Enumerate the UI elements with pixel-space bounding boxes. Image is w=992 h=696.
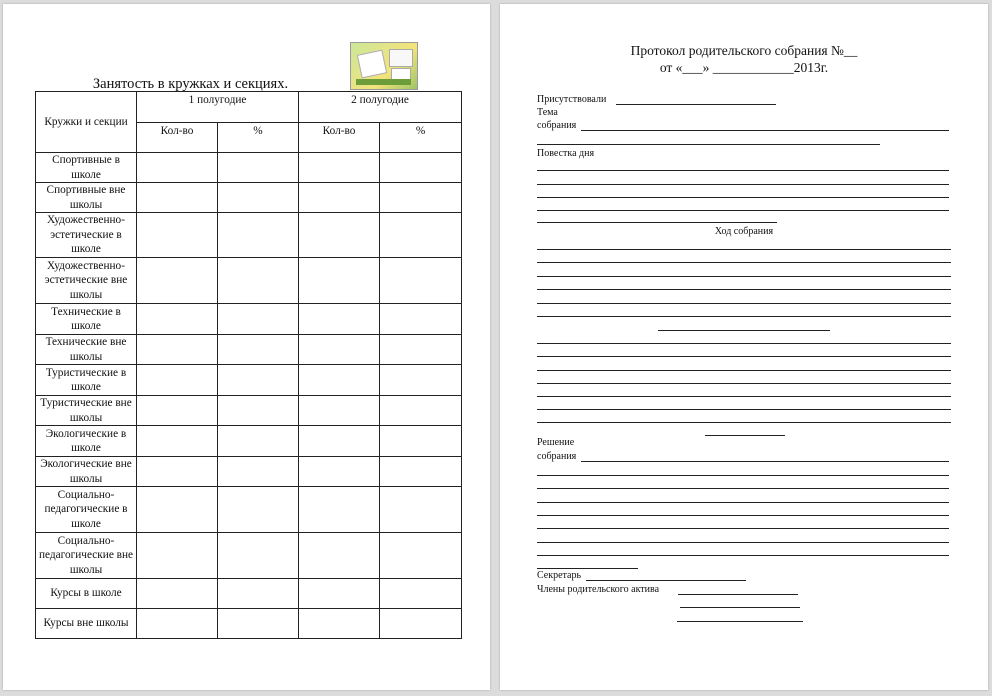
row-label: Социально-педагогические в школе [36, 487, 137, 533]
course-line [537, 343, 951, 344]
course-line [537, 276, 951, 277]
decision-label-1: Решение [537, 437, 575, 448]
secretary-label: Секретарь [537, 570, 582, 581]
row-label: Экологические в школе [36, 426, 137, 457]
subheader-count-1: Кол-во [137, 123, 218, 153]
row-label: Художественно-эстетические в школе [36, 213, 137, 258]
decision-label-2: собрания [537, 451, 577, 462]
theme-label-1: Тема [537, 107, 558, 118]
row-label: Туристические в школе [36, 365, 137, 396]
decision-line [537, 475, 949, 476]
row-label: Экологические вне школы [36, 457, 137, 487]
agenda-line [537, 222, 777, 223]
decision-line [537, 555, 949, 556]
course-line [537, 422, 951, 423]
header-half-2: 2 полугодие [299, 92, 462, 123]
course-line [537, 383, 951, 384]
table-row [36, 609, 462, 639]
row-label: Курсы вне школы [36, 609, 137, 639]
present-label: Присутствовали [537, 94, 607, 105]
decision-line [537, 568, 638, 569]
row-label: Туристические вне школы [36, 396, 137, 426]
row-label: Социально-педагогические вне школы [36, 533, 137, 579]
table-row [36, 396, 462, 426]
protocol-date: от «___» ____________2013г. [659, 60, 829, 75]
secretary-line [586, 580, 746, 581]
decision-line [537, 502, 949, 503]
course-line [537, 356, 951, 357]
decision-line [537, 488, 949, 489]
table-row [36, 258, 462, 304]
table-row [36, 153, 462, 183]
row-label: Курсы в школе [36, 579, 137, 609]
row-label: Технические в школе [36, 304, 137, 335]
course-line [537, 396, 951, 397]
course-line [537, 409, 951, 410]
table-row [36, 335, 462, 365]
table-row [36, 533, 462, 579]
decision-line [537, 515, 949, 516]
left-page-title: Занятость в кружках и секциях. [92, 76, 289, 92]
course-line [537, 303, 951, 304]
agenda-line [537, 197, 949, 198]
course-line [658, 330, 830, 331]
subheader-count-2: Кол-во [299, 123, 380, 153]
table-row [36, 304, 462, 335]
course-line [537, 249, 951, 250]
course-line [537, 289, 951, 290]
table-row [36, 365, 462, 396]
course-label: Ход собрания [714, 226, 774, 237]
row-label: Спортивные вне школы [36, 183, 137, 213]
present-line [616, 104, 776, 105]
header-half-1: 1 полугодие [137, 92, 299, 123]
decision-line [581, 461, 949, 462]
protocol-title: Протокол родительского собрания №__ [630, 43, 858, 58]
right-page [500, 4, 988, 690]
row-label: Технические вне школы [36, 335, 137, 365]
theme-line-2 [537, 144, 880, 145]
subheader-percent-1: % [218, 123, 299, 153]
agenda-line [537, 170, 949, 171]
left-page [3, 4, 490, 690]
agenda-line [537, 210, 949, 211]
table-row [36, 213, 462, 258]
table-row [36, 426, 462, 457]
decision-line [537, 528, 949, 529]
subheader-percent-2: % [380, 123, 462, 153]
course-line [537, 262, 951, 263]
table-row [36, 457, 462, 487]
members-line [677, 621, 803, 622]
course-line [537, 316, 951, 317]
agenda-label: Повестка дня [537, 148, 595, 159]
row-label: Художественно-эстетические вне школы [36, 258, 137, 304]
table-row [36, 579, 462, 609]
clubs-table [35, 91, 462, 639]
theme-label-2: собрания [537, 120, 577, 131]
table-row [36, 487, 462, 533]
agenda-line [537, 184, 949, 185]
table-row [36, 183, 462, 213]
decision-line [537, 542, 949, 543]
header-clubs-and-sections: Кружки и секции [36, 92, 137, 153]
members-label: Члены родительского актива [537, 584, 660, 595]
members-line [680, 607, 800, 608]
row-label: Спортивные в школе [36, 153, 137, 183]
course-line [705, 435, 785, 436]
course-line [537, 370, 951, 371]
members-line [678, 594, 798, 595]
theme-line [581, 130, 949, 131]
